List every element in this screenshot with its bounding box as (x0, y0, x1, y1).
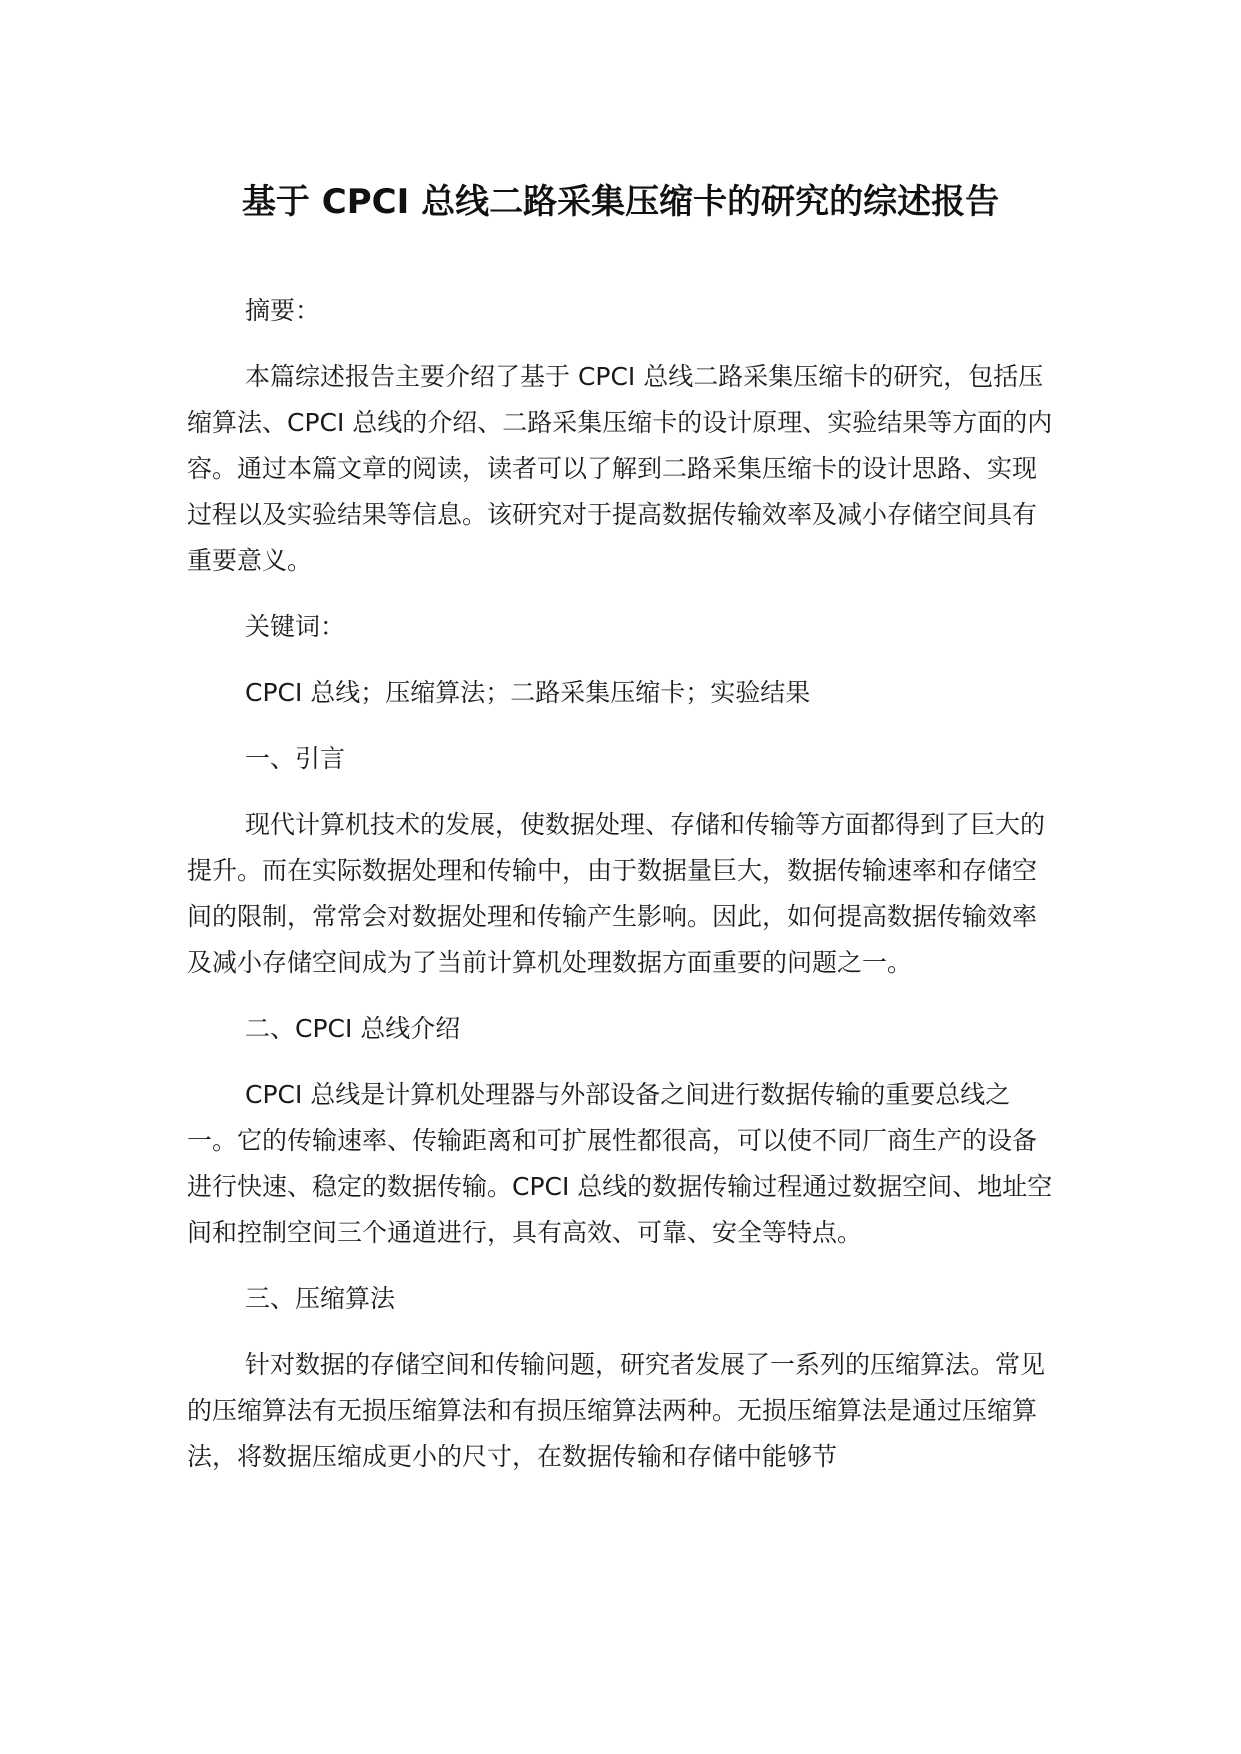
abstract-paragraph: 本篇综述报告主要介绍了基于 CPCI 总线二路采集压缩卡的研究，包括压缩算法、CPCI 总线的介绍、二路采集压缩卡的设计原理、实验结果等方面的内容。通过本篇文章的阅读，读者可以了解到二路采集压缩卡的设计思路、实现过程以及实验结果等信息。该研究对于提高数据传输效率及减小存储空间具有重要意义。 (187, 362, 1053, 575)
section-heading-introduction: 一、引言 (245, 744, 346, 773)
section-paragraph-compression-algorithms: 针对数据的存储空间和传输问题，研究者发展了一系列的压缩算法。常见的压缩算法有无损压缩算法和有损压缩算法两种。无损压缩算法是通过压缩算法，将数据压缩成更小的尺寸，在数据传输和存储中能够节 (187, 1350, 1046, 1471)
document-body (187, 288, 1069, 1500)
keywords-paragraph: CPCI 总线；压缩算法；二路采集压缩卡；实验结果 (245, 678, 811, 707)
document-title: 基于 CPCI 总线二路采集压缩卡的研究的综述报告 (241, 182, 1000, 222)
abstract-heading: 摘要： (245, 296, 321, 325)
keywords-heading: 关键词： (245, 612, 346, 641)
section-paragraph-introduction: 现代计算机技术的发展，使数据处理、存储和传输等方面都得到了巨大的提升。而在实际数据处理和传输中，由于数据量巨大，数据传输速率和存储空间的限制，常常会对数据处理和传输产生影响。因此，如何提高数据传输效率及减小存储空间成为了当前计算机处理数据方面重要的问题之一。 (187, 810, 1046, 977)
section-heading-compression-algorithms: 三、压缩算法 (245, 1284, 396, 1313)
section-paragraph-cpci-bus: CPCI 总线是计算机处理器与外部设备之间进行数据传输的重要总线之一。它的传输速率、传输距离和可扩展性都很高，可以使不同厂商生产的设备进行快速、稳定的数据传输。CPCI 总线的数据传输过程通过数据空间、地址空间和控制空间三个通道进行，具有高效、可靠、安全等特点。 (187, 1080, 1053, 1247)
section-heading-cpci-bus: 二、CPCI 总线介绍 (245, 1014, 461, 1043)
